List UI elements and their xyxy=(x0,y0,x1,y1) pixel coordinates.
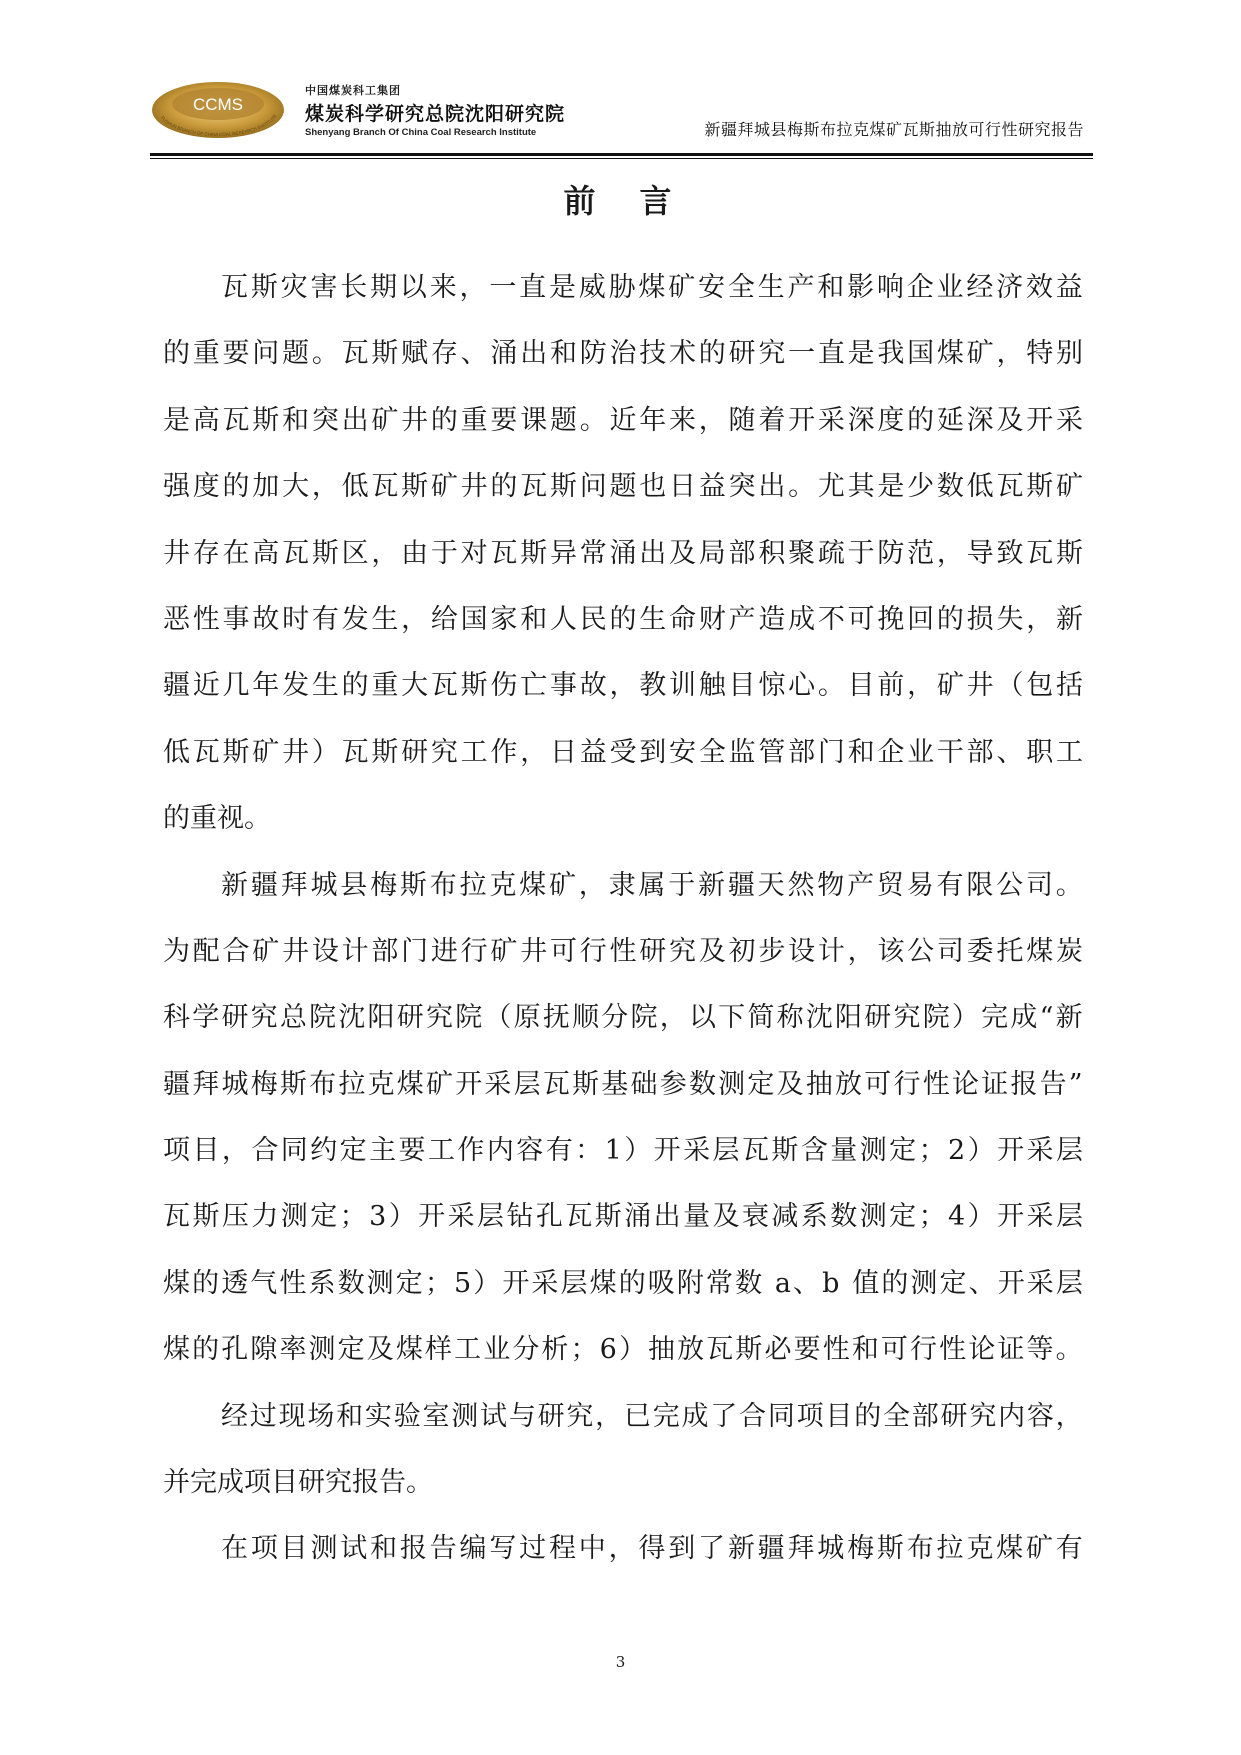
text-line: 新 疆 拜 城 县 梅 斯 布 拉 克 煤 矿 ， 隶 属 于 新 疆 天 然 物 产 贸 易 有 限 公 司 。 xyxy=(221,869,1083,901)
page-number: 3 xyxy=(615,1653,626,1671)
body-text xyxy=(163,271,1083,1599)
text-line: 疆 拜 城 梅 斯 布 拉 克 煤 矿 开 采 层 瓦 斯 基 础 参 数 测 定 及 抽 放 可 行 性 论 证 报 告 ” xyxy=(163,1068,1083,1100)
logo-ring-text: FUSHUN BRANCH OF CHINA COAL RESEARCH INSTITUTE xyxy=(159,113,278,138)
text-line: 项 目 ， 合 同 约 定 主 要 工 作 内 容 有 ： 1 ） 开 采 层 瓦 斯 含 量 测 定 ； 2 ） 开 采 层 xyxy=(163,1135,1083,1167)
text-line: 井 存 在 高 瓦 斯 区 ， 由 于 对 瓦 斯 异 常 涌 出 及 局 部 积 聚 疏 于 防 范 ， 导 致 瓦 斯 xyxy=(163,537,1083,569)
ccms-logo xyxy=(150,80,286,140)
text-line: 强 度 的 加 大 ， 低 瓦 斯 矿 井 的 瓦 斯 问 题 也 日 益 突 出 。 尤 其 是 少 数 低 瓦 斯 矿 xyxy=(163,471,1083,503)
text-line: 煤 的 孔 隙 率 测 定 及 煤 样 工 业 分 析 ； 6 ） 抽 放 瓦 斯 必 要 性 和 可 行 性 论 证 等 。 xyxy=(163,1334,1083,1366)
text-line: 经 过 现 场 和 实 验 室 测 试 与 研 究 ， 已 完 成 了 合 同 项 目 的 全 部 研 究 内 容 ， xyxy=(221,1400,1083,1432)
section-heading: 前 言 xyxy=(563,182,678,220)
text-line: 疆 近 几 年 发 生 的 重 大 瓦 斯 伤 亡 事 故 ， 教 训 触 目 惊 心 。 目 前 ， 矿 井 （ 包 括 xyxy=(163,670,1083,702)
text-line: 瓦 斯 压 力 测 定 ； 3 ） 开 采 层 钻 孔 瓦 斯 涌 出 量 及 衰 减 系 数 测 定 ； 4 ） 开 采 层 xyxy=(163,1201,1083,1233)
text-line: 煤 的 透 气 性 系 数 测 定 ； 5 ） 开 采 层 煤 的 吸 附 常 数 a 、 b 值 的 测 定 、 开 采 层 xyxy=(163,1267,1083,1299)
text-line: 恶 性 事 故 时 有 发 生 ， 给 国 家 和 人 民 的 生 命 财 产 造 成 不 可 挽 回 的 损 失 ， 新 xyxy=(163,603,1083,635)
text-line: 低 瓦 斯 矿 井 ） 瓦 斯 研 究 工 作 ， 日 益 受 到 安 全 监 管 部 门 和 企 业 干 部 、 职 工 xyxy=(163,736,1083,768)
page-header xyxy=(150,72,1090,154)
org-name: 煤炭科学研究总院沈阳研究院 xyxy=(305,103,566,125)
org-group-name: 中国煤炭科工集团 xyxy=(305,84,401,97)
header-rule-thick xyxy=(150,153,1093,156)
text-line: 是 高 瓦 斯 和 突 出 矿 井 的 重 要 课 题 。 近 年 来 ， 随 着 开 采 深 度 的 延 深 及 开 采 xyxy=(163,404,1083,436)
org-name-english: Shenyang Branch Of China Coal Research Institute xyxy=(305,127,537,138)
text-line: 在 项 目 测 试 和 报 告 编 写 过 程 中 ， 得 到 了 新 疆 拜 城 梅 斯 布 拉 克 煤 矿 有 xyxy=(221,1533,1083,1565)
report-title: 新疆拜城县梅斯布拉克煤矿瓦斯抽放可行性研究报告 xyxy=(704,120,1084,139)
text-line: 为 配 合 矿 井 设 计 部 门 进 行 矿 井 可 行 性 研 究 及 初 步 设 计 ， 该 公 司 委 托 煤 炭 xyxy=(163,935,1083,967)
header-rule-thin xyxy=(150,158,1093,159)
logo-text: CCMS xyxy=(192,95,244,114)
text-line: 瓦 斯 灾 害 长 期 以 来 ， 一 直 是 威 胁 煤 矿 安 全 生 产 和 影 响 企 业 经 济 效 益 xyxy=(221,272,1083,303)
text-line: 的 重 要 问 题 。 瓦 斯 赋 存 、 涌 出 和 防 治 技 术 的 研 究 一 直 是 我 国 煤 矿 ， 特 别 xyxy=(163,338,1083,370)
text-line: 科 学 研 究 总 院 沈 阳 研 究 院 （ 原 抚 顺 分 院 ， 以 下 简 称 沈 阳 研 究 院 ） 完 成 “ 新 xyxy=(163,1002,1083,1034)
text-line: 的重视。 xyxy=(163,803,271,835)
text-line: 并完成项目研究报告。 xyxy=(163,1467,433,1499)
organization-block xyxy=(305,82,565,138)
